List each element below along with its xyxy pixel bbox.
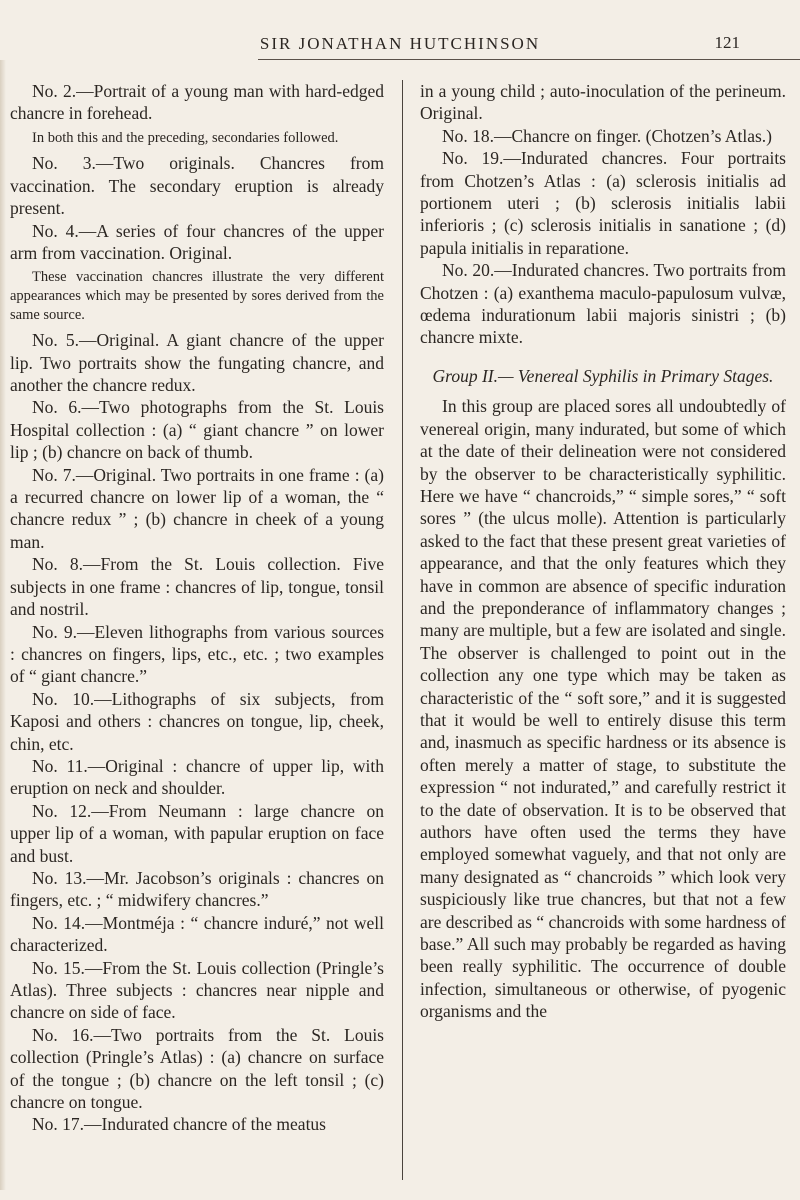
entry-no-4: No. 4.—A series of four chancres of the upper arm from vaccination. Original. — [10, 220, 384, 264]
page-number: 121 — [714, 33, 740, 52]
entry-no-13: No. 13.—Mr. Jacobson’s originals : chancres on fingers, etc. ; “ midwifery chancres.” — [10, 867, 384, 911]
entry-no-11: No. 11.—Original : chancre of upper lip, with eruption on neck and shoulder. — [10, 755, 384, 799]
left-column — [10, 80, 384, 1136]
entry-no-9: No. 9.—Eleven lithographs from various sources : chancres on fingers, lips, etc., etc. ; two examples of “ giant chancre.” — [10, 621, 384, 687]
entry-no-18: No. 18.—Chancre on finger. (Chotzen’s Atlas.) — [442, 125, 773, 146]
header-rule — [258, 59, 800, 60]
entry-no-17-continued: in a young child ; auto-inoculation of the perineum. Original. — [420, 81, 786, 124]
entry-no-15: No. 15.—From the St. Louis collection (Pringle’s Atlas). Three subjects : chancres near nipple and chancre on side of face. — [10, 957, 384, 1023]
entry-no-6: No. 6.—Two photographs from the St. Louis Hospital collection : (a) “ giant chancre ” on lower lip ; (b) chancre on back of thumb. — [10, 397, 384, 463]
note-vaccination: These vaccination chancres illustrate the very different appearances which may be presented by sores derived from the same source. — [10, 269, 384, 323]
entry-no-20: No. 20.—Indurated chancres. Two portraits from Chotzen : (a) exanthema maculo-papulosum vulvæ, œdema indurationum labii majoris sinistri ; (b) chancre mixte. — [420, 260, 786, 348]
entry-no-8: No. 8.—From the St. Louis collection. Five subjects in one frame : chancres of lip, tongue, tonsil and nostril. — [10, 554, 384, 620]
entry-no-12: No. 12.—From Neumann : large chancre on upper lip of a woman, with papular eruption on face and bust. — [10, 800, 384, 866]
right-column — [420, 80, 786, 1023]
entry-no-10: No. 10.—Lithographs of six subjects, from Kaposi and others : chancres on tongue, lip, cheek, chin, etc. — [10, 688, 384, 754]
running-header: SIR JONATHAN HUTCHINSON — [259, 34, 541, 53]
entry-no-16: No. 16.—Two portraits from the St. Louis collection (Pringle’s Atlas) : (a) chancre on surface of the tongue ; (b) chancre on the left tonsil ; (c) chancre on tongue. — [10, 1024, 384, 1113]
group-ii-paragraph: In this group are placed sores all undoubtedly of venereal origin, many indurated, but some of which at the date of their delineation were not considered by the observer to be characteristically syphilitic. Here we have “ chancroids,” “ simple sores,” “ soft sores ” (the ulcus molle). Attention is particularly asked to the fact that these present great varieties of appearance, and that the only features which they have in common are absence of specific induration and the preponderance of inflammatory changes ; many are multiple, but a few are isolated and single. The observer is challenged to point out in the collection any one type which may be taken as characteristic of the “ soft sore,” and it is suggested that it would be well to entirely disuse this term and, inasmuch as specific hardness or its absence is often merely a matter of stage, to substitute the expression “ not indurated,” and carefully restrict it to the date of observation. It is to be observed that authors have often used the terms they have employed somewhat vaguely, and that not only are many designated as “ chancroids ” which look very suspiciously like true chancres, but that not a few are described as “ chancroids with some hardness of base.” All such may probably be regarded as having been really syphilitic. The occurrence of double infection, simultaneous or otherwise, of pyogenic organisms and the — [420, 396, 786, 1022]
entry-no-7: No. 7.—Original. Two portraits in one frame : (a) a recurred chancre on lower lip of a woman, the “ chancre redux ” ; (b) chancre in cheek of a young man. — [10, 464, 384, 552]
column-divider — [402, 80, 403, 1180]
section-heading-group-ii: Group II.— Venereal Syphilis in Primary Stages. — [432, 365, 774, 386]
page-edge-shadow — [0, 60, 6, 1190]
entry-no-19: No. 19.—Indurated chancres. Four portraits from Chotzen’s Atlas : (a) sclerosis initialis ad portionem uteri ; (b) sclerosis initialis labii inferioris ; (c) sclerosis initialis in sanatione ; (d) papula initialis in reparatione. — [420, 148, 786, 258]
entry-no-5: No. 5.—Original. A giant chancre of the upper lip. Two portraits show the fungating chancre, and another the chancre redux. — [10, 330, 384, 396]
entry-no-14: No. 14.—Montméja : “ chancre induré,” not well characterized. — [10, 912, 384, 956]
note-secondaries: In both this and the preceding, secondaries followed. — [32, 129, 339, 146]
entry-no-3: No. 3.—Two originals. Chancres from vaccination. The secondary eruption is already present. — [10, 153, 384, 219]
entry-no-2: No. 2.—Portrait of a young man with hard-edged chancre in forehead. — [10, 81, 384, 124]
entry-no-17: No. 17.—Indurated chancre of the meatus — [32, 1114, 326, 1135]
